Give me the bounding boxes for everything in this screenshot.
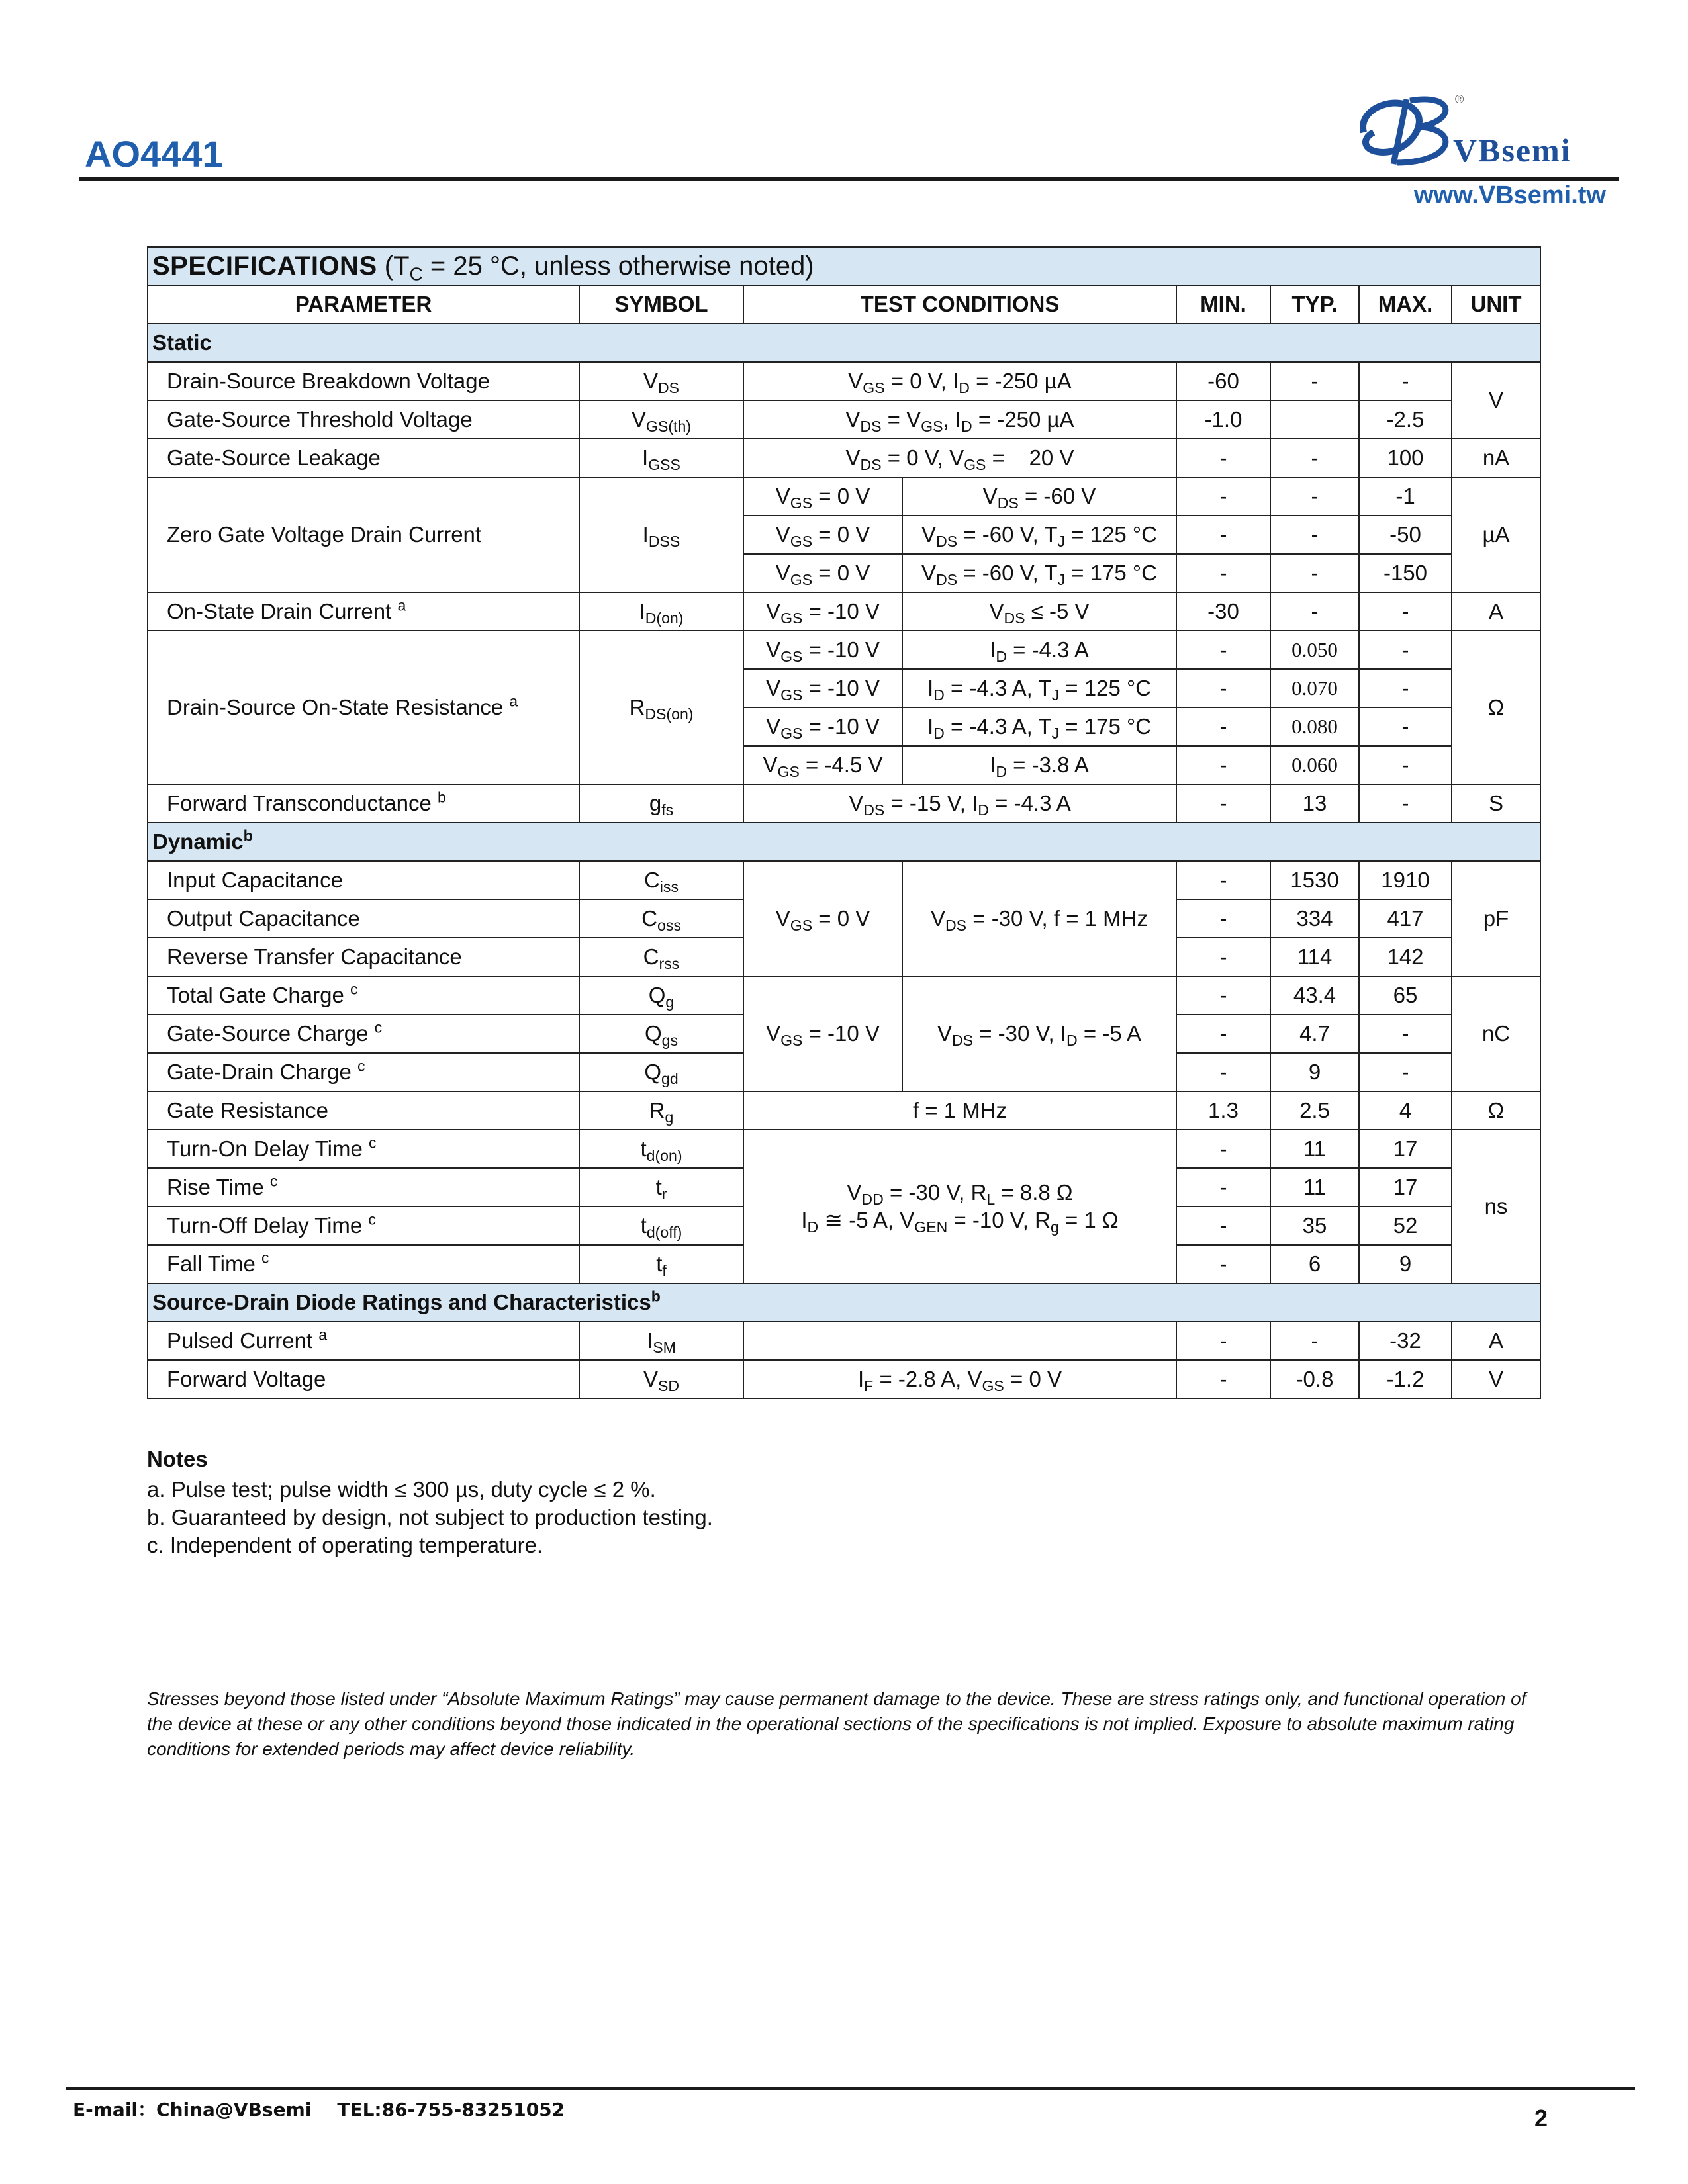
symbol: $I_{GSS}$	[579, 439, 743, 477]
table-row	[148, 400, 1540, 439]
typ-value: -	[1270, 477, 1359, 516]
param-idss: Zero Gate Voltage Drain Current	[148, 477, 579, 592]
typ-value	[1270, 400, 1359, 439]
symbol: $g_{fs}$	[579, 784, 743, 823]
symbol: $C_{oss}$	[579, 899, 743, 938]
symbol: $V_{SD}$	[579, 1360, 743, 1398]
unit-value: nC	[1452, 976, 1540, 1091]
col-min: MIN.	[1176, 285, 1270, 324]
website-link[interactable]: www.VBsemi.tw	[1414, 181, 1606, 209]
table-row	[148, 439, 1540, 477]
symbol: $C_{iss}$	[579, 861, 743, 899]
typ-value: 35	[1270, 1206, 1359, 1245]
max-value: 417	[1359, 899, 1452, 938]
typ-value: -	[1270, 1322, 1359, 1360]
typ-value: 0.070	[1270, 669, 1359, 707]
table-row	[148, 1130, 1540, 1168]
notes	[147, 1445, 713, 1559]
max-value: -	[1359, 669, 1452, 707]
min-value: -	[1176, 477, 1270, 516]
unit-value: ns	[1452, 1130, 1540, 1283]
symbol: $Q_g$	[579, 976, 743, 1015]
min-value: -	[1176, 669, 1270, 707]
symbol: $I_{SM}$	[579, 1322, 743, 1360]
param-vth: Gate-Source Threshold Voltage	[148, 400, 579, 439]
min-value: -	[1176, 1206, 1270, 1245]
typ-value: -	[1270, 554, 1359, 592]
col-max: MAX.	[1359, 285, 1452, 324]
typ-value: 4.7	[1270, 1015, 1359, 1053]
symbol: $R_g$	[579, 1091, 743, 1130]
condition-vgs: $V_{GS} = -10$ V	[743, 592, 902, 631]
symbol: $I_{D(on)}$	[579, 592, 743, 631]
param-qgd: Gate-Drain Charge $^c$	[148, 1053, 579, 1091]
max-value: -32	[1359, 1322, 1452, 1360]
max-value: -	[1359, 631, 1452, 669]
col-typ: TYP.	[1270, 285, 1359, 324]
param-tr: Rise Time $^c$	[148, 1168, 579, 1206]
unit-value: Ω	[1452, 1091, 1540, 1130]
unit-value: Ω	[1452, 631, 1540, 784]
symbol: $t_r$	[579, 1168, 743, 1206]
condition-vgs: $V_{GS} = -10$ V	[743, 707, 902, 746]
param-ciss: Input Capacitance	[148, 861, 579, 899]
max-value: -	[1359, 784, 1452, 823]
table-row	[148, 592, 1540, 631]
max-value: -	[1359, 707, 1452, 746]
condition-vgs: $V_{GS} = 0$ V	[743, 477, 902, 516]
max-value: 9	[1359, 1245, 1452, 1283]
max-value: 17	[1359, 1168, 1452, 1206]
max-value: -1	[1359, 477, 1452, 516]
specifications-table	[147, 246, 1541, 1399]
note-c: c. Independent of operating temperature.	[147, 1533, 543, 1557]
min-value: -30	[1176, 592, 1270, 631]
column-header-row	[148, 285, 1540, 324]
typ-value: 9	[1270, 1053, 1359, 1091]
min-value: -	[1176, 861, 1270, 899]
max-value: -	[1359, 362, 1452, 400]
note-b: b. Guaranteed by design, not subject to production testing.	[147, 1505, 713, 1529]
conditions: $I_F = -2.8$ A, $V_{GS} = 0$ V	[743, 1360, 1176, 1398]
param-idon: On-State Drain Current $^a$	[148, 592, 579, 631]
min-value: -	[1176, 516, 1270, 554]
unit-value: A	[1452, 592, 1540, 631]
min-value: -	[1176, 938, 1270, 976]
min-value: -	[1176, 439, 1270, 477]
condition-vds: $V_{DS} = -30$ V, f = 1 MHz	[902, 861, 1176, 976]
condition-vgs: $V_{GS} = 0$ V	[743, 861, 902, 976]
param-vsd: Forward Voltage	[148, 1360, 579, 1398]
min-value: -	[1176, 1245, 1270, 1283]
min-value: -	[1176, 1130, 1270, 1168]
param-crss: Reverse Transfer Capacitance	[148, 938, 579, 976]
param-qgs: Gate-Source Charge $^c$	[148, 1015, 579, 1053]
unit-value: V	[1452, 1360, 1540, 1398]
col-unit: UNIT	[1452, 285, 1540, 324]
registered-mark: ®	[1455, 93, 1464, 106]
max-value: 1910	[1359, 861, 1452, 899]
param-gfs: Forward Transconductance $^b$	[148, 784, 579, 823]
max-value: -	[1359, 1015, 1452, 1053]
unit-value: pF	[1452, 861, 1540, 976]
max-value: 52	[1359, 1206, 1452, 1245]
condition-vds: $V_{DS} \le -5$ V	[902, 592, 1176, 631]
table-title-row	[148, 247, 1540, 285]
typ-value: -0.8	[1270, 1360, 1359, 1398]
table-row	[148, 477, 1540, 516]
conditions-switching: $V_{DD} = -30$ V, $R_L = 8.8$ Ω $I_D$ ≅ -5 A, $V_{GEN} = -10$ V, $R_g = 1$ Ω	[743, 1130, 1176, 1283]
symbol: $V_{GS(th)}$	[579, 400, 743, 439]
symbol: $R_{DS(on)}$	[579, 631, 743, 784]
conditions: f = 1 MHz	[743, 1091, 1176, 1130]
param-tf: Fall Time $^c$	[148, 1245, 579, 1283]
condition-vds: $V_{DS} = -60$ V, $T_J = 175$ °C	[902, 554, 1176, 592]
condition-vgs: $V_{GS} = -10$ V	[743, 669, 902, 707]
page-number: 2	[1534, 2105, 1548, 2132]
symbol: $Q_{gs}$	[579, 1015, 743, 1053]
param-bvdss: Drain-Source Breakdown Voltage	[148, 362, 579, 400]
unit-value: V	[1452, 362, 1540, 439]
param-tdon: Turn-On Delay Time $^c$	[148, 1130, 579, 1168]
typ-value: -	[1270, 362, 1359, 400]
param-qg: Total Gate Charge $^c$	[148, 976, 579, 1015]
logo-text: VBsemi	[1453, 132, 1571, 169]
min-value: -60	[1176, 362, 1270, 400]
min-value: -	[1176, 1322, 1270, 1360]
min-value: -	[1176, 1168, 1270, 1206]
typ-value: 1530	[1270, 861, 1359, 899]
max-value: -	[1359, 1053, 1452, 1091]
typ-value: 114	[1270, 938, 1359, 976]
max-value: -150	[1359, 554, 1452, 592]
min-value: -	[1176, 554, 1270, 592]
unit-value: µA	[1452, 477, 1540, 592]
unit-value: nA	[1452, 439, 1540, 477]
max-value: 142	[1359, 938, 1452, 976]
param-rdson: Drain-Source On-State Resistance $^a$	[148, 631, 579, 784]
typ-value: 6	[1270, 1245, 1359, 1283]
min-value: -1.0	[1176, 400, 1270, 439]
condition-vds: $V_{DS} = -60$ V	[902, 477, 1176, 516]
symbol: $t_{d(off)}$	[579, 1206, 743, 1245]
min-value: -	[1176, 746, 1270, 784]
max-value: -2.5	[1359, 400, 1452, 439]
unit-value: A	[1452, 1322, 1540, 1360]
conditions: $V_{DS} = V_{GS}$, $I_D = -250$ µA	[743, 400, 1176, 439]
notes-title: Notes	[147, 1447, 208, 1471]
condition-id: $I_D = -4.3$ A, $T_J = 125$ °C	[902, 669, 1176, 707]
table-row	[148, 631, 1540, 669]
table-row	[148, 1360, 1540, 1398]
symbol: $I_{DSS}$	[579, 477, 743, 592]
typ-value: -	[1270, 516, 1359, 554]
conditions: $V_{GS} = 0$ V, $I_D = -250$ µA	[743, 362, 1176, 400]
condition-vgs: $V_{GS} = 0$ V	[743, 516, 902, 554]
section-diode: Source-Drain Diode Ratings and Characteristics$^b$	[148, 1283, 1540, 1322]
disclaimer: Stresses beyond those listed under “Absolute Maximum Ratings” may cause permanent damage to the device. These are stress ratings only, and functional operation of the device at these or any other conditions beyond those indicated in the operational sections of the specifications is not implied. Exposure to absolute maximum rating conditions for extended periods may affect device reliability.	[147, 1688, 1526, 1759]
max-value: 100	[1359, 439, 1452, 477]
unit-value: S	[1452, 784, 1540, 823]
typ-value: 0.060	[1270, 746, 1359, 784]
conditions	[743, 1322, 1176, 1360]
max-value: 65	[1359, 976, 1452, 1015]
condition-id: $I_D = -4.3$ A	[902, 631, 1176, 669]
condition-vds: $V_{DS} = -60$ V, $T_J = 125$ °C	[902, 516, 1176, 554]
min-value: -	[1176, 707, 1270, 746]
max-value: 17	[1359, 1130, 1452, 1168]
section-dynamic: Dynamic$^b$	[148, 823, 1540, 861]
typ-value: 11	[1270, 1130, 1359, 1168]
typ-value: 0.080	[1270, 707, 1359, 746]
param-tdoff: Turn-Off Delay Time $^c$	[148, 1206, 579, 1245]
typ-value: 334	[1270, 899, 1359, 938]
col-test-conditions: TEST CONDITIONS	[743, 285, 1176, 324]
min-value: -	[1176, 1053, 1270, 1091]
note-a: a. Pulse test; pulse width ≤ 300 µs, duty cycle ≤ 2 %.	[147, 1477, 656, 1502]
conditions: $V_{DS} = -15$ V, $I_D = -4.3$ A	[743, 784, 1176, 823]
table-row	[148, 1091, 1540, 1130]
footer-rule	[66, 2087, 1635, 2090]
max-value: 4	[1359, 1091, 1452, 1130]
condition-id: $I_D = -4.3$ A, $T_J = 175$ °C	[902, 707, 1176, 746]
symbol: $V_{DS}$	[579, 362, 743, 400]
typ-value: -	[1270, 439, 1359, 477]
col-parameter: PARAMETER	[148, 285, 579, 324]
symbol: $Q_{gd}$	[579, 1053, 743, 1091]
table-title: SPECIFICATIONS ($T_C = 25$ °C, unless otherwise noted)	[148, 247, 1540, 285]
min-value: -	[1176, 631, 1270, 669]
condition-id: $I_D = -3.8$ A	[902, 746, 1176, 784]
max-value: -	[1359, 746, 1452, 784]
footer-contact: E-mail：China@VBsemi TEL:86-755-83251052	[73, 2099, 565, 2120]
min-value: -	[1176, 976, 1270, 1015]
max-value: -1.2	[1359, 1360, 1452, 1398]
symbol: $C_{rss}$	[579, 938, 743, 976]
typ-value: 11	[1270, 1168, 1359, 1206]
typ-value: 2.5	[1270, 1091, 1359, 1130]
min-value: -	[1176, 784, 1270, 823]
table-row	[148, 976, 1540, 1015]
typ-value: -	[1270, 592, 1359, 631]
typ-value: 0.050	[1270, 631, 1359, 669]
section-static: Static	[148, 324, 1540, 362]
param-ism: Pulsed Current $^a$	[148, 1322, 579, 1360]
param-rg: Gate Resistance	[148, 1091, 579, 1130]
symbol: $t_{d(on)}$	[579, 1130, 743, 1168]
table-row	[148, 362, 1540, 400]
min-value: -	[1176, 1015, 1270, 1053]
typ-value: 43.4	[1270, 976, 1359, 1015]
symbol: $t_f$	[579, 1245, 743, 1283]
min-value: -	[1176, 899, 1270, 938]
param-coss: Output Capacitance	[148, 899, 579, 938]
condition-vgs: $V_{GS} = -4.5$ V	[743, 746, 902, 784]
conditions: $V_{DS} = 0$ V, $V_{GS}$ = 20 V	[743, 439, 1176, 477]
param-igss: Gate-Source Leakage	[148, 439, 579, 477]
header-rule	[79, 177, 1619, 181]
table-row	[148, 861, 1540, 899]
max-value: -	[1359, 592, 1452, 631]
typ-value: 13	[1270, 784, 1359, 823]
condition-vds: $V_{DS} = -30$ V, $I_D = -5$ A	[902, 976, 1176, 1091]
table-row	[148, 1322, 1540, 1360]
condition-vgs: $V_{GS} = -10$ V	[743, 631, 902, 669]
min-value: 1.3	[1176, 1091, 1270, 1130]
table-row	[148, 784, 1540, 823]
condition-vgs: $V_{GS} = -10$ V	[743, 976, 902, 1091]
max-value: -50	[1359, 516, 1452, 554]
condition-vgs: $V_{GS} = 0$ V	[743, 554, 902, 592]
min-value: -	[1176, 1360, 1270, 1398]
col-symbol: SYMBOL	[579, 285, 743, 324]
part-number: AO4441	[85, 133, 223, 175]
